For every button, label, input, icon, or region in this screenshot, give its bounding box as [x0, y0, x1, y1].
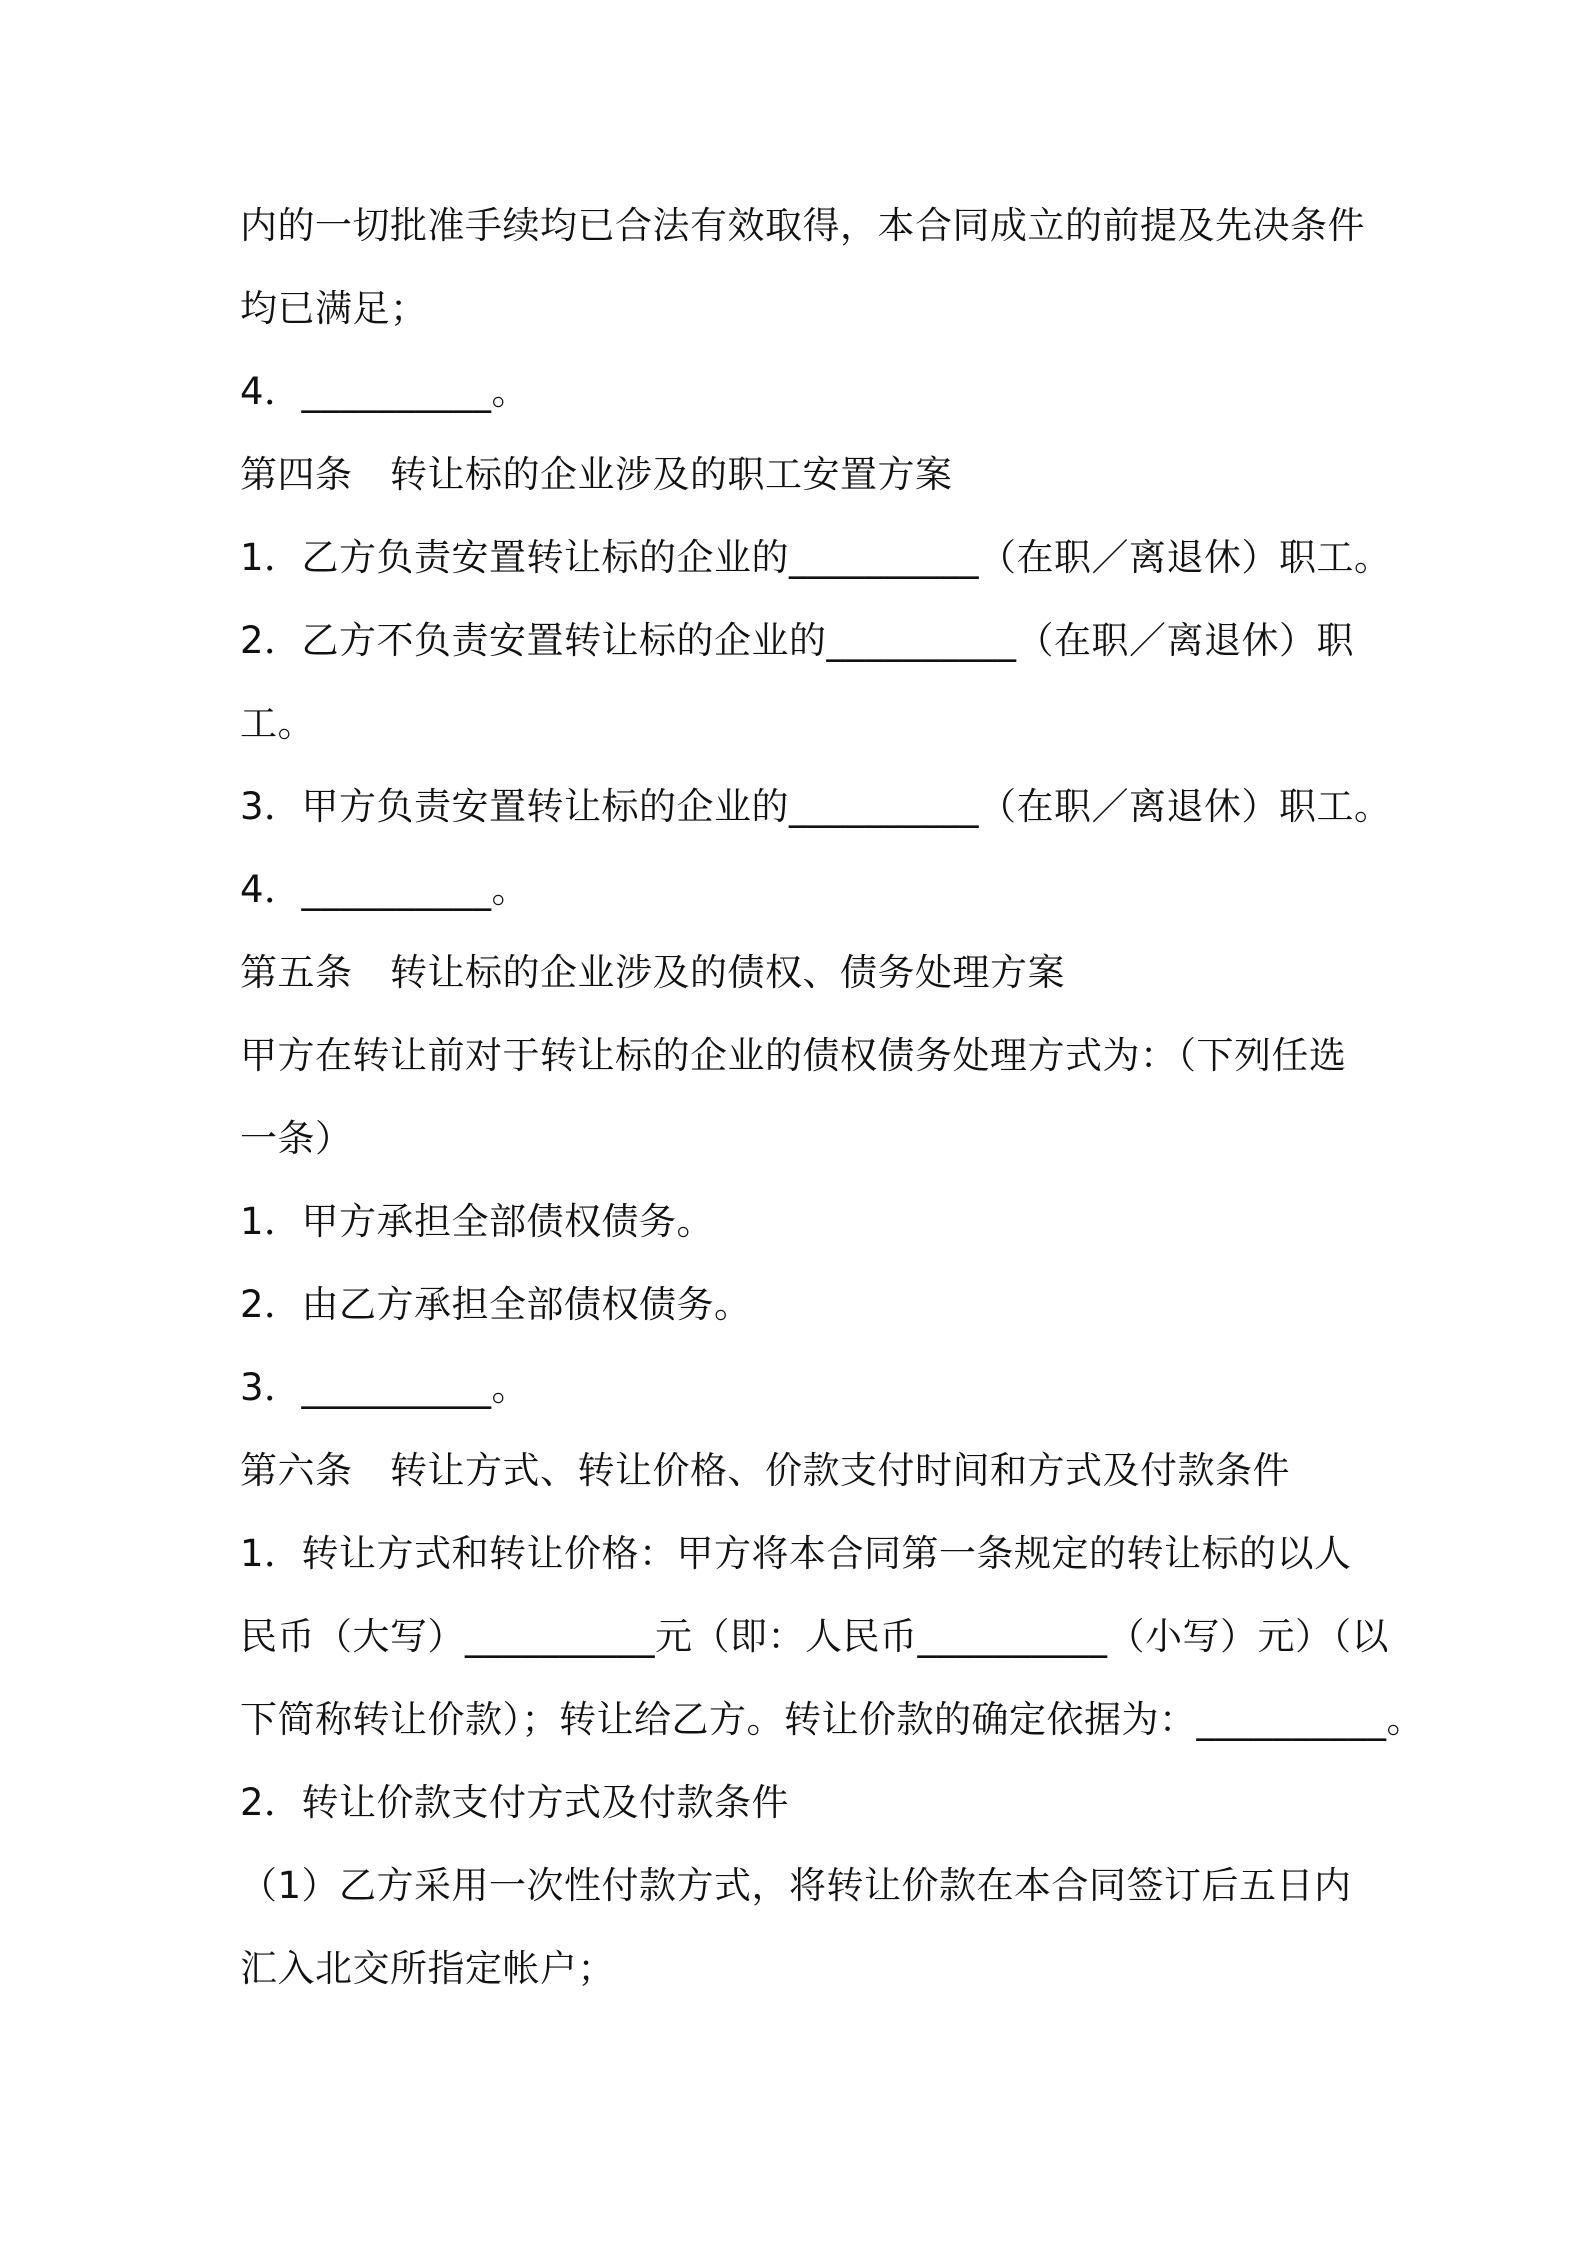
- list-item: 2．乙方不负责安置转让标的企业的__________（在职／离退休）职: [240, 619, 1355, 662]
- paragraph-line: 一条）: [240, 1117, 353, 1160]
- paragraph-line: 下简称转让价款）；转让给乙方。转让价款的确定依据为：__________。: [240, 1698, 1424, 1741]
- article-heading-4: 第四条 转让标的企业涉及的职工安置方案: [240, 453, 953, 496]
- list-item: 1．乙方负责安置转让标的企业的__________（在职／离退休）职工。: [240, 536, 1392, 579]
- list-item-blank: 3．__________。: [240, 1366, 530, 1409]
- sub-item: （1）乙方采用一次性付款方式，将转让价款在本合同签订后五日内: [240, 1864, 1352, 1907]
- paragraph-line: 均已满足；: [240, 287, 428, 330]
- list-item: 2．转让价款支付方式及付款条件: [240, 1781, 790, 1824]
- list-item-blank: 4．__________。: [240, 868, 530, 911]
- list-item: 1．转让方式和转让价格：甲方将本合同第一条规定的转让标的以人: [240, 1532, 1352, 1575]
- article-heading-6: 第六条 转让方式、转让价格、价款支付时间和方式及付款条件: [240, 1449, 1290, 1492]
- paragraph-line: 内的一切批准手续均已合法有效取得，本合同成立的前提及先决条件: [240, 204, 1365, 247]
- paragraph-line: 汇入北交所指定帐户；: [240, 1947, 615, 1990]
- list-item: 3．甲方负责安置转让标的企业的__________（在职／离退休）职工。: [240, 785, 1392, 828]
- list-item: 1．甲方承担全部债权债务。: [240, 1200, 715, 1243]
- list-item-blank: 4．__________。: [240, 370, 530, 413]
- paragraph-line: 民币（大写）__________元（即：人民币__________（小写）元）（以: [240, 1615, 1389, 1658]
- article-heading-5: 第五条 转让标的企业涉及的债权、债务处理方案: [240, 951, 1065, 994]
- paragraph-line: 甲方在转让前对于转让标的企业的债权债务处理方式为：（下列任选: [240, 1034, 1347, 1077]
- paragraph-line: 工。: [240, 702, 315, 745]
- list-item: 2．由乙方承担全部债权债务。: [240, 1283, 752, 1326]
